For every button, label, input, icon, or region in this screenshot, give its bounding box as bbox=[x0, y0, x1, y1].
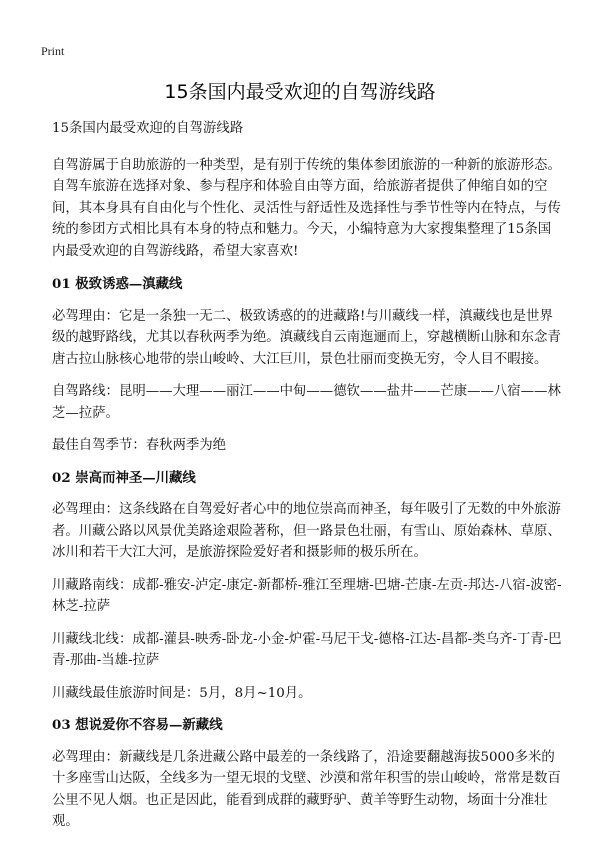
route-south-line: 川藏路南线：成都-雅安-泸定-康定-新都桥-雅江至理塘-巴塘-芒康-左贡-邦达-八宿-波密-林芝-拉萨 bbox=[52, 577, 562, 614]
route-north-line: 川藏线北线：成都-灌县-映秀-卧龙-小金-炉霍-马尼干戈-德格-江达-昌都-类乌齐-丁青-巴青-那曲-当雄-拉萨 bbox=[52, 631, 562, 668]
section-reason: 必驾理由：它是一条独一无二、极致诱惑的的进藏路!与川藏线一样，滇藏线也是世界级的越野路线，尤其以春秋两季为绝。滇藏线自云南迤逦而上，穿越横断山脉和东念青唐古拉山脉核心地带的崇山峻岭、大江巨川，景色壮丽而变换无穷，令人目不暇接。 bbox=[52, 308, 561, 367]
section-route: 自驾路线：昆明——大理——丽江——中甸——德钦——盐井——芒康——八宿——林芝—拉萨。 bbox=[52, 384, 561, 421]
section-reason: 必驾理由：新藏线是几条进藏公路中最差的一条线路了，沿途要翻越海拔5000多米的十多座雪山达阪，全线多为一望无垠的戈壁、沙漠和常年积雪的崇山峻岭，常常是数百公里不见人烟。也正是因此，能看到成群的藏野驴、黄羊等野生动物，场面十分准壮观。 bbox=[52, 749, 561, 829]
section-heading-dian-zang: 01 极致诱惑—滇藏线 bbox=[52, 276, 183, 292]
section-season: 川藏线最佳旅游时间是：5月，8月~10月。 bbox=[52, 685, 312, 701]
article-subtitle: 15条国内最受欢迎的自驾游线路 bbox=[52, 121, 244, 136]
section-reason: 必驾理由：这条线路在自驾爱好者心中的地位崇高而神圣，每年吸引了无数的中外旅游者。川藏公路以风景优美路途艰险著称，但一路景色壮丽，有雪山、原始森林、草原、冰川和若干大江大河，是旅游探险爱好者和摄影师的极乐所在。 bbox=[52, 502, 561, 560]
intro-paragraph: 自驾游属于自助旅游的一种类型，是有别于传统的集体参团旅游的一种新的旅游形态。自驾车旅游在选择对象、参与程序和体验自由等方面，给旅游者提供了伸缩自如的空间，其本身具有自由化与个性化、灵活性与舒适性及选择性与季节性等内在特点，与传统的参团方式相比具有本身的特点和魅力。今天，小编特意为大家搜集整理了15条国内最受欢迎的自驾游线路，希望大家喜欢! bbox=[52, 157, 561, 259]
section-heading-chuan-zang: 02 崇高而神圣—川藏线 bbox=[52, 469, 196, 486]
section-heading-xin-zang: 03 想说爱你不容易—新藏线 bbox=[52, 717, 223, 733]
print-link[interactable]: Print bbox=[41, 44, 65, 58]
page-title: 15条国内最受欢迎的自驾游线路 bbox=[164, 81, 436, 103]
section-season: 最佳自驾季节：春秋两季为绝 bbox=[52, 438, 227, 453]
article-body bbox=[52, 118, 562, 844]
